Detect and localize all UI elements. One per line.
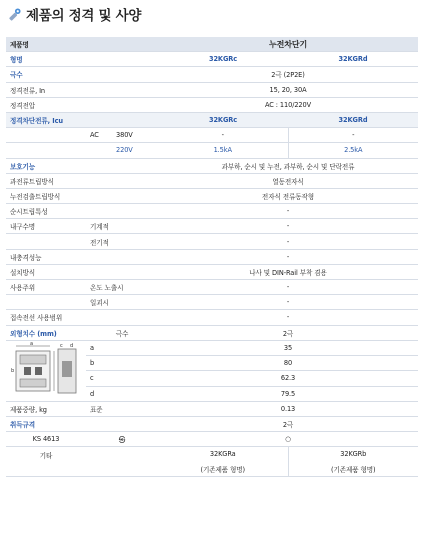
other-note-b: (기존제품 형명) (288, 462, 418, 477)
dimension-row (6, 340, 418, 355)
feature-label: 보호기능 (6, 158, 158, 173)
type-model-d: 32KGRd (288, 52, 418, 67)
feature-value: - (158, 219, 418, 234)
spec-label: 극수 (6, 67, 158, 82)
feature-row (6, 204, 418, 219)
breaking-row (6, 143, 418, 158)
spec-row (6, 97, 418, 112)
dimension-key: 극수 (86, 325, 158, 340)
spec-row (6, 82, 418, 97)
breaking-voltage: 220V (86, 143, 158, 158)
feature-sub: 일괴시 (86, 295, 158, 310)
feature-label (6, 234, 86, 249)
weight-row (6, 401, 418, 416)
feature-sub: 온도 노출시 (86, 280, 158, 295)
other-row (6, 447, 418, 462)
dimension-key: d (86, 386, 158, 401)
diagram-label-b: b (11, 367, 15, 374)
dimension-key: a (86, 340, 158, 355)
header-row (6, 37, 418, 52)
dimension-label: 외형치수 (mm) (6, 325, 86, 340)
feature-sub: 기계적 (86, 219, 158, 234)
ks-label: KS 4613 (6, 432, 86, 447)
feature-label: 설치방식 (6, 264, 158, 279)
feature-value: 나사 및 DIN-Rail 부착 겸용 (158, 264, 418, 279)
breaking-header-row (6, 112, 418, 127)
weight-value: 0.13 (158, 401, 418, 416)
other-model-a: 32KGRa (209, 450, 236, 459)
other-model-b: 32KGRb (288, 447, 418, 462)
feature-value: - (158, 249, 418, 264)
type-model-c: 32KGRc (158, 52, 288, 67)
ks-mark: ㉿ (86, 432, 158, 447)
title-row (8, 4, 141, 24)
page-title: 제품의 정격 및 사양 (26, 8, 142, 24)
ks-value: ○ (158, 432, 418, 447)
dimension-value: 79.5 (158, 386, 418, 401)
spec-value: 2극 (2P2E) (158, 67, 418, 82)
feature-value: 열동전자식 (158, 173, 418, 188)
breaker-diagram-cell (6, 340, 86, 401)
feature-row (6, 173, 418, 188)
feature-value: - (158, 310, 418, 325)
spec-row (6, 67, 418, 82)
feature-row (6, 295, 418, 310)
feature-value: - (158, 234, 418, 249)
breaking-value: 1.5kA (158, 143, 288, 158)
header-label: 제품명 (6, 37, 158, 52)
weight-label: 제품중량, kg (6, 401, 86, 416)
breaking-value: 2.5kA (288, 143, 418, 158)
feature-label: 내구수명 (6, 219, 86, 234)
breaking-model-d: 32KGRd (288, 112, 418, 127)
feature-row (6, 280, 418, 295)
other-note-a: (기존제품 형명) (158, 462, 288, 477)
feature-label: 순시트립특성 (6, 204, 158, 219)
feature-sub: 전기적 (86, 234, 158, 249)
feature-row (6, 234, 418, 249)
dimension-value: 62.3 (158, 371, 418, 386)
feature-row (6, 264, 418, 279)
feature-label: 사용주위 (6, 280, 86, 295)
feature-label: 과전류트립방식 (6, 173, 158, 188)
feature-label: 내충격성능 (6, 249, 158, 264)
standards-row (6, 416, 418, 431)
spec-value: AC : 110/220V (158, 97, 418, 112)
feature-label (6, 295, 86, 310)
feature-value: - (158, 295, 418, 310)
type-label: 형명 (6, 52, 158, 67)
ks-row (6, 432, 418, 447)
spec-value: 15, 20, 30A (158, 82, 418, 97)
breaking-model-c: 32KGRc (158, 112, 288, 127)
spec-label: 정격전류, In (6, 82, 158, 97)
feature-row (6, 158, 418, 173)
feature-label: 접속전선 사용범위 (6, 310, 158, 325)
dimension-value: 80 (158, 356, 418, 371)
breaker-diagram (10, 341, 82, 399)
feature-row (6, 249, 418, 264)
diagram-label-a: a (30, 340, 33, 347)
other-label: 기타 (6, 447, 86, 476)
feature-value: - (158, 204, 418, 219)
feature-label: 누전검출트립방식 (6, 188, 158, 203)
dimension-row (6, 325, 418, 340)
wrench-icon (8, 8, 21, 21)
ac-label: AC (90, 131, 99, 140)
breaking-voltage: AC 380V (86, 128, 158, 143)
spec-table (6, 37, 418, 477)
dimension-value: 35 (158, 340, 418, 355)
feature-row (6, 219, 418, 234)
breaking-value: - (288, 128, 418, 143)
weight-key: 표준 (86, 401, 158, 416)
feature-value: - (158, 280, 418, 295)
feature-value: 과부하, 순시 및 누전, 과부하, 순시 및 단락전류 (158, 158, 418, 173)
breaking-row (6, 128, 418, 143)
dimension-key: b (86, 356, 158, 371)
standards-label: 취득규격 (6, 416, 158, 431)
dimension-key: c (86, 371, 158, 386)
feature-value: 전자식 전류동작형 (158, 188, 418, 203)
dimension-value: 2극 (158, 325, 418, 340)
type-row (6, 52, 418, 67)
feature-row (6, 310, 418, 325)
breaking-label: 정격차단전류, Icu (6, 112, 158, 127)
spec-label: 정격전압 (6, 97, 158, 112)
diagram-label-d: d (70, 342, 74, 349)
standards-value: 2극 (158, 416, 418, 431)
header-value: 누전차단기 (158, 37, 418, 52)
feature-row (6, 188, 418, 203)
breaking-value: - (158, 128, 288, 143)
diagram-label-c: c (60, 342, 63, 349)
